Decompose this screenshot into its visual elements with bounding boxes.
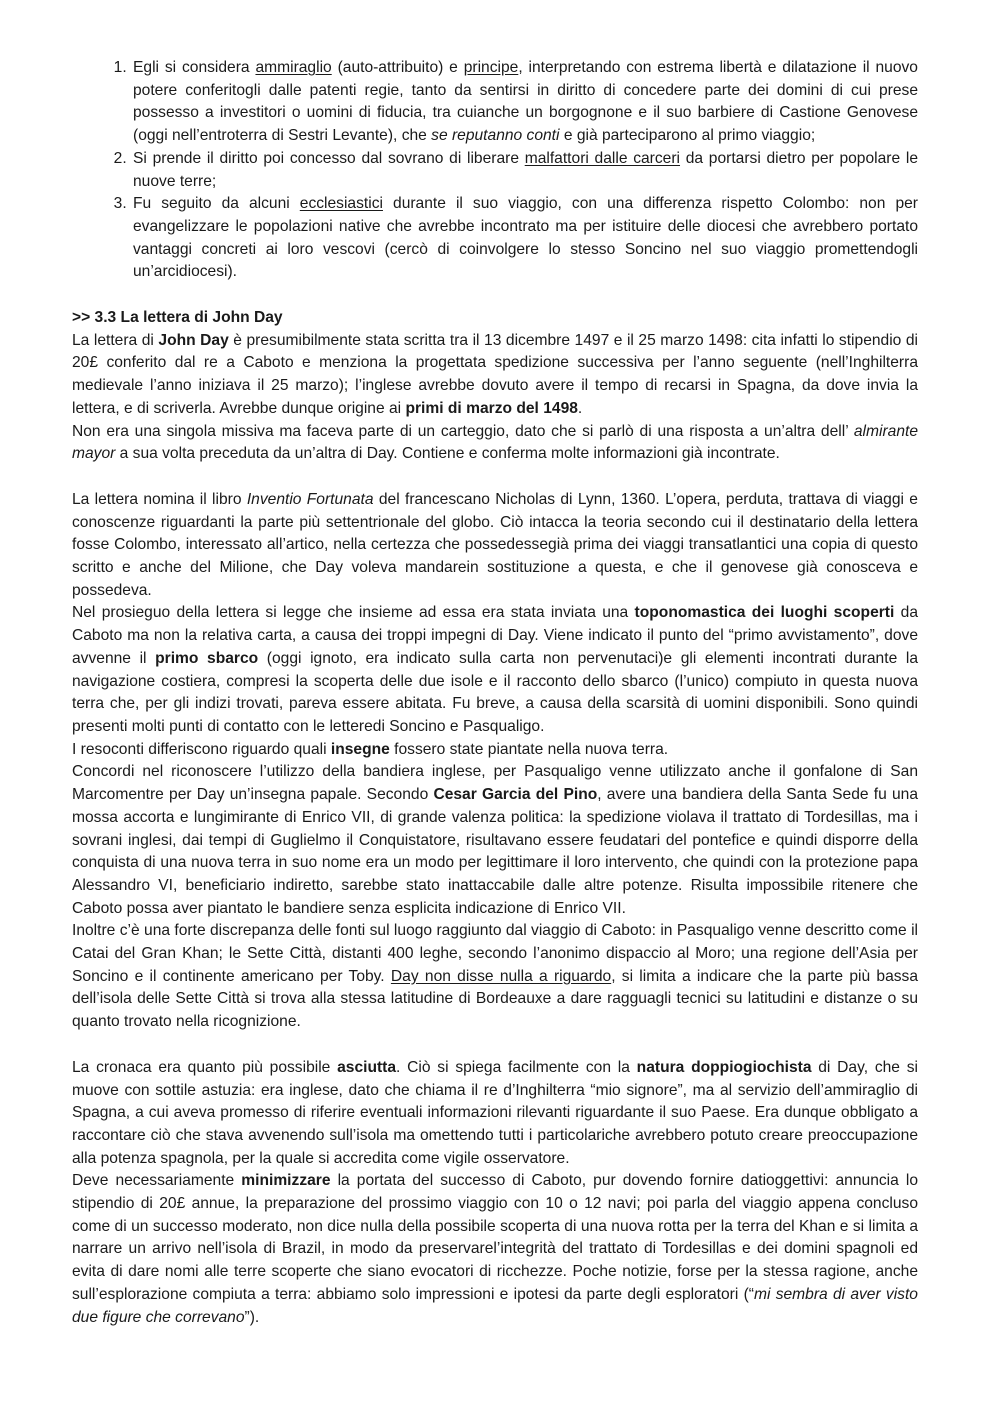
underlined-text: Day non disse nulla a riguardo [390,967,612,985]
text-run: (auto-attribuito) e [331,59,464,76]
italic-text: mi sembra di aver visto due figure che correvano [72,1285,918,1326]
numbered-list [72,57,918,284]
paragraph [72,1170,918,1329]
bold-text: minimizzare [241,1172,331,1190]
document-body [72,330,918,1330]
text-run: è presumibilmente stata scritta tra il 13 dicembre 1497 e il 25 marzo 1498: cita infatti lo stipendio di 20£ conferito dal re a Caboto e menziona la progettata spedizione successiva per l’anno seguente (nell’Inghilterra medievale l’anno iniziava il 25 marzo); l’inglese avrebbe dovuto avere il tempo di recarsi in Spagna, da dove invia la lettera, e di scriverla. Avrebbe dunque origine ai [72,331,919,417]
text-run: . Ciò si spiega facilmente con la [396,1058,637,1076]
text-run: a sua volta preceduta da un’altra di Day. Contiene e conferma molte informazioni già incontrate. [115,445,780,463]
text-run: (oggi ignoto, era indicato sulla carta non pervenutaci)e gli elementi incontrati durante la navigazione costiera, compresi la scoperta delle due isole e il racconto dello sbarco (l’unico) compiuto in questa nuova terra che, per gli indizi trovati, pareva essere abitata. Fu breve, a causa della scarsità di uomini disponibili. Sono quindi presenti molti punti di contatto con le letteredi Soncino e Pasqualigo. [72,649,918,735]
paragraph [72,421,918,466]
underlined-text: ammiraglio [255,59,332,76]
bold-text: John Day [158,331,229,349]
text-run: La lettera nomina il libro [72,490,247,508]
text-run: Non era una singola missiva ma faceva parte di un carteggio, dato che si parlò di una risposta a un’altra dell’ [72,422,854,440]
text-run: durante il suo viaggio, con una differenza rispetto Colombo: non per evangelizzare le popolazioni native che avrebbe incontrato ma per istituire delle diocesi che avrebbero portato vantaggi concreti ai loro vescovi (cercò di coinvolgere lo stesso Soncino nel suo viaggio promettendogli un’arcidiocesi). [133,195,918,281]
text-run: Si prende il diritto poi concesso dal sovrano di liberare [133,149,525,167]
text-run: La cronaca era quanto più possibile [72,1058,338,1076]
text-run: del francescano Nicholas di Lynn, 1360. L’opera, perduta, trattava di viaggi e conoscenze riguardanti la parte più settentrionale del globo. Ciò intacca la teoria secondo cui il destinatario della lettera fosse Colombo, interessato all’artico, nella certezza che possedessegià prima dei viaggi transatlantici una copia di questo scritto e anche del Milione, che Day voleva mandarein sostituzione a questa, e che il genovese già conosceva e possedeva. [72,490,918,599]
section-title: >> 3.3 La lettera di John Day [72,309,283,327]
paragraph [72,739,918,762]
text-run: , interpretando con estrema libertà e dilatazione il nuovo potere conferitogli dalle patenti regie, tanto da sentirsi in diritto di concedere parte dei domini di cui prese possesso a investitori o uomini di fiducia, tra cuianche un borgognone e il suo barbiere di Castione Genovese (oggi nell’entroterra di Sestri Levante), che [133,59,918,145]
text-run: fossero state piantate nella nuova terra. [389,740,669,758]
italic-text: almirante mayor [72,422,918,463]
text-run: , avere una bandiera della Santa Sede fu una mossa accorta e lungimirante di Enrico VII, di grande valenza politica: la spedizione violava il trattato di Tordesillas, ma i sovrani inglesi, dai tempi di Guglielmo il Conquistatore, risultavano essere feudatari del pontefice e quindi disporre della conquista di una nuova terra in suo nome era un modo per legittimare il loro intervento, che quindi con la protezione papa Alessandro VI, beneficiario indiretto, sarebbe stato inattaccabile dalle altre potenze. Risulta impossibile ritenere che Caboto possa aver piantato le bandiere senza esplicita indicazione di Enrico VII. [72,786,918,917]
bold-text: toponomastica dei luoghi scoperti [634,604,895,622]
text-run: I resoconti differiscono riguardo quali [72,740,331,758]
text-run: e già parteciparono al primo viaggio; [559,127,816,145]
bold-text: primi di marzo del 1498 [405,399,578,417]
text-run: di Day, che si muove con sottile astuzia: era inglese, dato che chiama il re d’Inghilterra “mio signore”, ma al servizio dell’ammiraglio di Spagna, a cui aveva promesso di riferire eventuali informazioni rilevanti riguardante il suo Paese. Era dunque obbligato a raccontare ciò che stava avvenendo sull’isola ma omettendo tutti i particolariche avrebbero potuto creare preoccupazione alla potenza spagnola, per la quale si accredita come vigile osservatore. [72,1058,918,1167]
text-run: la portata del successo di Caboto, pur dovendo fornire datioggettivi: annuncia lo stipendio di 20£ annue, la preparazione del prossimo viaggio con 10 o 12 navi; poi parla del viaggio appena concluso come di un successo moderato, non dice nulla della possibile scoperta di una nuova rotta per la terra del Khan e si limita a narrare un arrivo nell’isola di Brazil, in modo da preservarel’integrità del trattato di Tordesillas e dei domini spagnoli ed evita di dare nomi alle terre scoperte che siano evocatori di ricchezze. Poche notizie, forse per la stessa ragione, anche sull’esplorazione compiuta a terra: abbiamo solo impressioni e ipotesi da parte degli esploratori (“ [72,1172,918,1303]
text-run: Concordi nel riconoscere l’utilizzo della bandiera inglese, per Pasqualigo venne utilizzato anche il gonfalone di San Marcomentre per Day un’insegna papale. Secondo [72,763,918,804]
text-run: , si limita a indicare che la parte più bassa dell’isola delle Sette Città si trova alla stessa latitudine di Bordeauxe a dare ragguagli tecnici su latitudini e distanze o su quanto trovato nella ricognizione. [72,967,919,1031]
text-run: Egli si considera [133,59,256,76]
text-run: ”). [244,1308,260,1326]
document-page [72,57,918,1329]
paragraph [72,489,918,603]
text-run: . [577,399,583,417]
underlined-text: malfattori dalle carceri [524,149,681,167]
text-run: La lettera di [72,331,159,349]
paragraph [72,330,918,421]
paragraph [72,920,918,1034]
list-item [131,148,918,193]
paragraph [72,1057,918,1171]
list-item [131,57,918,148]
italic-text: se reputanno conti [431,127,560,145]
bold-text: insegne [330,740,390,758]
bold-text: primo sbarco [155,649,259,667]
bold-text: Cesar Garcia del Pino [433,786,598,804]
underlined-text: ecclesiastici [299,195,383,213]
paragraph [72,761,918,920]
text-run: Fu seguito da alcuni [133,195,300,213]
paragraph-spacer [72,466,918,489]
text-run: Deve necessariamente [72,1172,242,1190]
text-run: Nel prosieguo della lettera si legge che insieme ad essa era stata inviata una [72,604,635,622]
paragraph [72,602,918,738]
underlined-text: principe [463,59,519,76]
text-run: da portarsi dietro per popolare le nuove terre; [133,149,919,190]
paragraph-spacer [72,1034,918,1057]
text-run: Inoltre c’è una forte discrepanza delle fonti sul luogo raggiunto dal viaggio di Caboto: in Pasqualigo venne descritto come il Catai del Gran Khan; le Sette Città, distanti 400 leghe, secondo l’anonimo dispaccio al Moro; una regione dell’Asia per Soncino e il continente americano per Toby. [72,922,918,985]
text-run: da Caboto ma non la relativa carta, a causa dei troppi impegni di Day. Viene indicato il punto del “primo avvistamento”, dove avvenne il [72,604,918,667]
bold-text: asciutta [337,1058,397,1076]
list-item [131,193,918,284]
italic-text: Inventio Fortunata [246,490,374,508]
bold-text: natura doppiogiochista [636,1058,812,1076]
